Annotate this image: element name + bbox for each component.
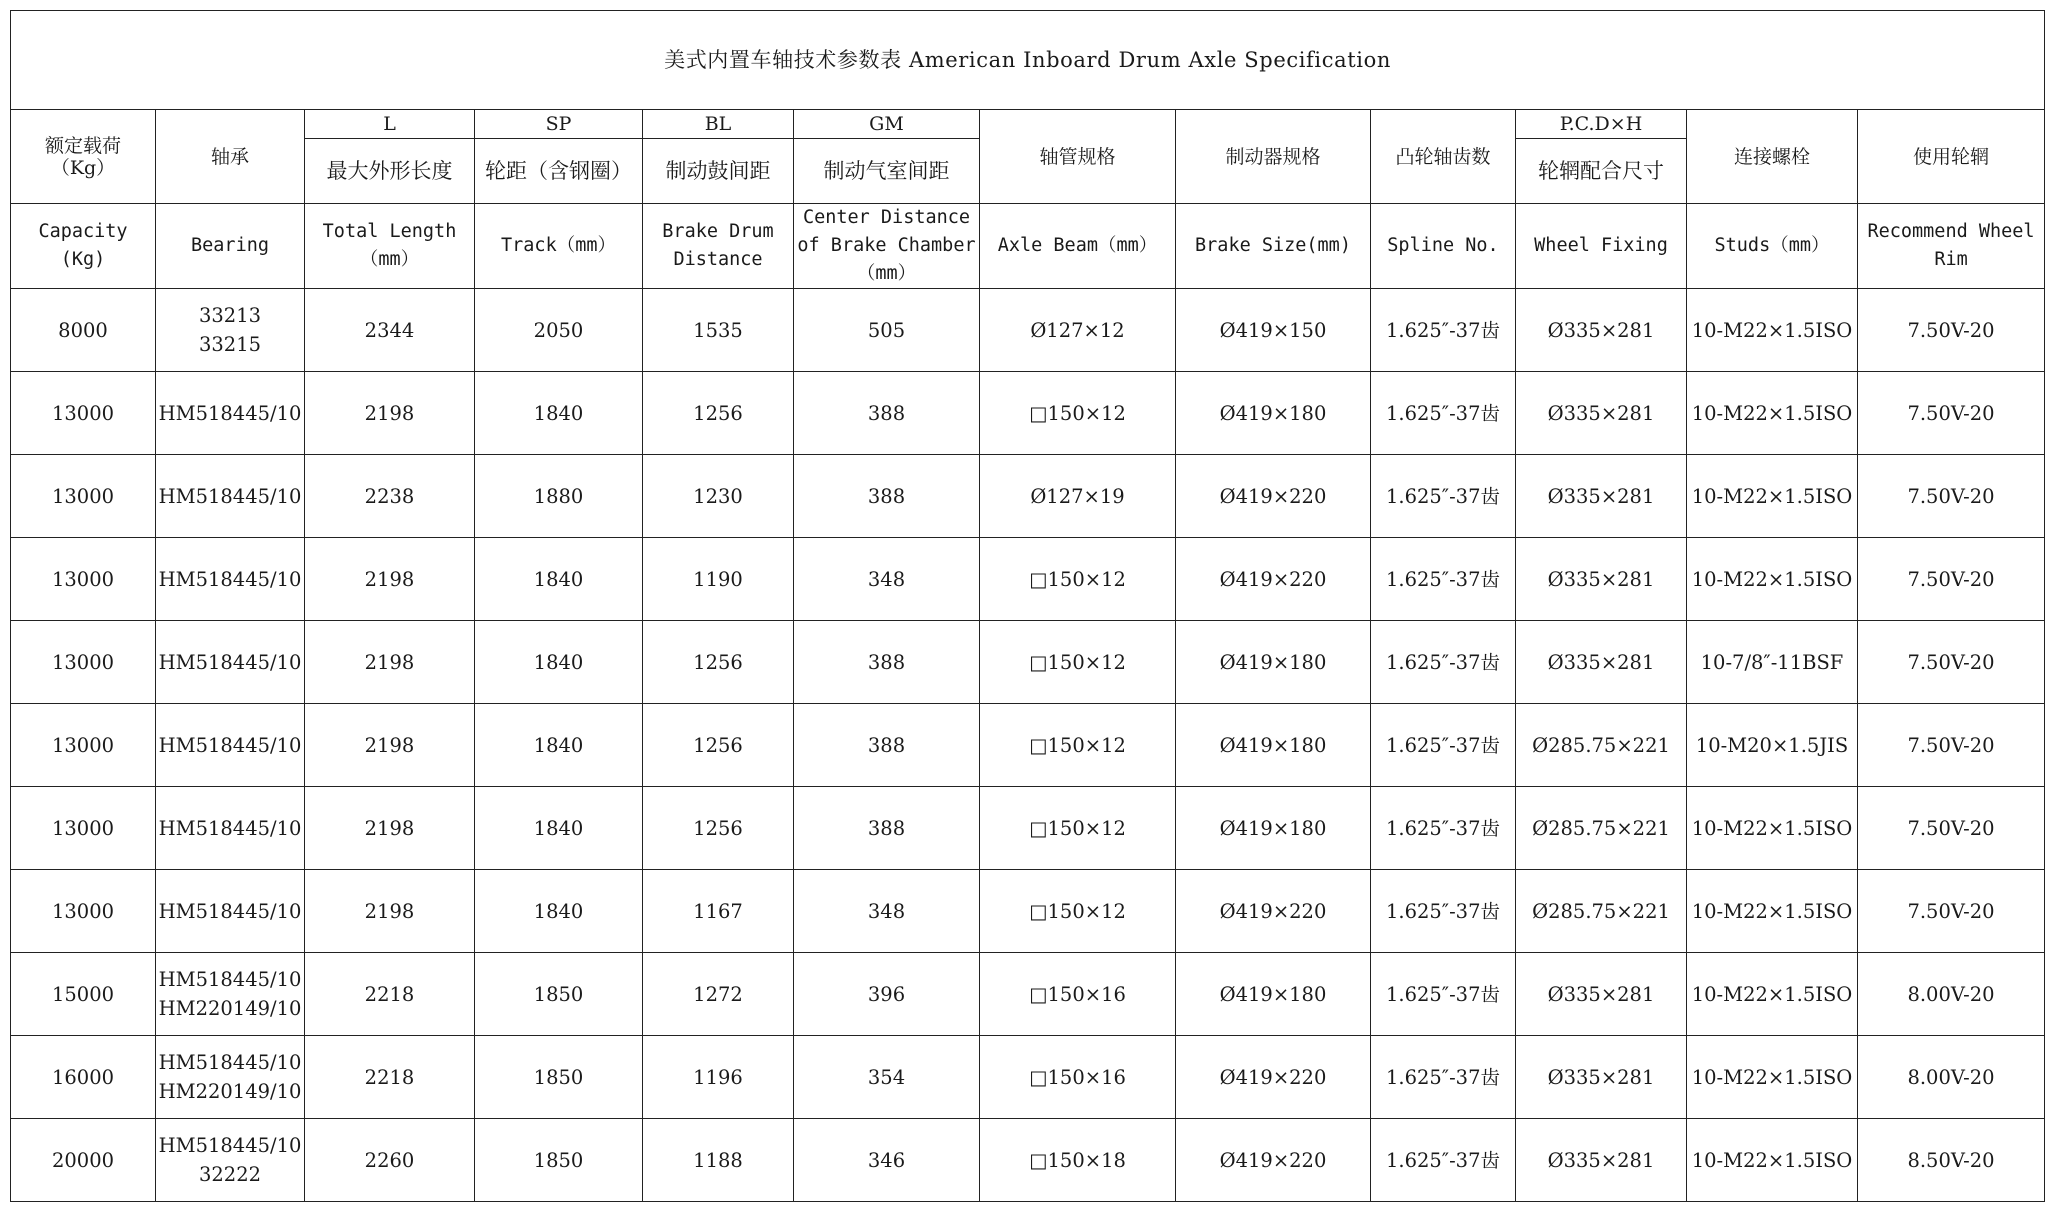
studs-cell: 10-M22×1.5ISO: [1687, 953, 1858, 1036]
bearing-cn-header: 轴承: [156, 110, 305, 204]
spline-no-cell: 1.625″-37齿: [1371, 621, 1516, 704]
brake-drum-distance-cell: 1230: [643, 455, 794, 538]
track-cell: 1840: [475, 372, 643, 455]
table-row: [11, 870, 2045, 953]
chamber-distance-cell: 396: [794, 953, 980, 1036]
chamber-distance-cell: 354: [794, 1036, 980, 1119]
track-cell: 1840: [475, 704, 643, 787]
capacity-cell: 13000: [11, 621, 156, 704]
capacity-cell: 15000: [11, 953, 156, 1036]
wheel-rim-cell: 7.50V-20: [1858, 289, 2045, 372]
capacity-en-header: Capacity (Kg): [11, 204, 156, 289]
brake-size-cell: Ø419×220: [1176, 1119, 1371, 1202]
bearing-cell: HM518445/10: [156, 704, 305, 787]
brake-drum-distance-cell: 1196: [643, 1036, 794, 1119]
rim-en-header: Recommend Wheel Rim: [1858, 204, 2045, 289]
capacity-cell: 13000: [11, 538, 156, 621]
brake-drum-distance-cell: 1272: [643, 953, 794, 1036]
studs-cell: 10-M22×1.5ISO: [1687, 1119, 1858, 1202]
wheel-rim-cell: 7.50V-20: [1858, 787, 2045, 870]
spline-no-cell: 1.625″-37齿: [1371, 870, 1516, 953]
spline-no-cell: 1.625″-37齿: [1371, 704, 1516, 787]
capacity-cell: 13000: [11, 787, 156, 870]
chamber-distance-cell: 348: [794, 538, 980, 621]
table-row: [11, 455, 2045, 538]
capacity-cell: 13000: [11, 372, 156, 455]
chamber-distance-cell: 388: [794, 455, 980, 538]
track-cell: 1840: [475, 787, 643, 870]
chamber-distance-cell: 388: [794, 787, 980, 870]
wheel-fixing-cell: Ø285.75×221: [1516, 870, 1687, 953]
spline-no-cell: 1.625″-37齿: [1371, 372, 1516, 455]
table-row: [11, 289, 2045, 372]
spline-no-cell: 1.625″-37齿: [1371, 787, 1516, 870]
studs-en-header: Studs（mm）: [1687, 204, 1858, 289]
capacity-cell: 13000: [11, 455, 156, 538]
drum-code: BL: [643, 110, 794, 139]
capacity-cell: 8000: [11, 289, 156, 372]
spline-cn-header: 凸轮轴齿数: [1371, 110, 1516, 204]
wheel-rim-cell: 7.50V-20: [1858, 538, 2045, 621]
capacity-cn-header: 额定载荷 （Kg）: [11, 110, 156, 204]
spline-no-cell: 1.625″-37齿: [1371, 455, 1516, 538]
axle-beam-cell: □150×12: [980, 704, 1176, 787]
axle-beam-cell: □150×12: [980, 538, 1176, 621]
brake-size-cell: Ø419×180: [1176, 621, 1371, 704]
wheel-fixing-cell: Ø335×281: [1516, 621, 1687, 704]
capacity-cell: 13000: [11, 704, 156, 787]
total-length-cell: 2198: [305, 870, 475, 953]
brake-drum-distance-cell: 1535: [643, 289, 794, 372]
bearing-cell: HM518445/10 32222: [156, 1119, 305, 1202]
brake-cn-header: 制动器规格: [1176, 110, 1371, 204]
wheel-fixing-cell: Ø335×281: [1516, 1119, 1687, 1202]
track-code: SP: [475, 110, 643, 139]
table-row: [11, 953, 2045, 1036]
track-cell: 1850: [475, 953, 643, 1036]
table-row: [11, 372, 2045, 455]
track-cell: 1850: [475, 1036, 643, 1119]
bearing-cell: HM518445/10: [156, 870, 305, 953]
track-cell: 1840: [475, 621, 643, 704]
axle-beam-cell: □150×12: [980, 372, 1176, 455]
wheel-rim-cell: 7.50V-20: [1858, 372, 2045, 455]
spline-no-cell: 1.625″-37齿: [1371, 1119, 1516, 1202]
chamber-distance-cell: 388: [794, 372, 980, 455]
brake-en-header: Brake Size(mm): [1176, 204, 1371, 289]
studs-cell: 10-M20×1.5JIS: [1687, 704, 1858, 787]
axle-beam-cell: □150×18: [980, 1119, 1176, 1202]
brake-drum-distance-cell: 1256: [643, 372, 794, 455]
chamber-en-header: Center Distance of Brake Chamber （mm）: [794, 204, 980, 289]
axle-beam-cell: □150×12: [980, 870, 1176, 953]
brake-size-cell: Ø419×180: [1176, 372, 1371, 455]
table-row: [11, 538, 2045, 621]
length-cn-header: 最大外形长度: [305, 139, 475, 204]
brake-drum-distance-cell: 1188: [643, 1119, 794, 1202]
axle-cn-header: 轴管规格: [980, 110, 1176, 204]
total-length-cell: 2344: [305, 289, 475, 372]
total-length-cell: 2238: [305, 455, 475, 538]
length-code: L: [305, 110, 475, 139]
brake-size-cell: Ø419×220: [1176, 455, 1371, 538]
spline-en-header: Spline No.: [1371, 204, 1516, 289]
drum-cn-header: 制动鼓间距: [643, 139, 794, 204]
wheel-fixing-cell: Ø335×281: [1516, 372, 1687, 455]
brake-drum-distance-cell: 1256: [643, 787, 794, 870]
total-length-cell: 2198: [305, 787, 475, 870]
wheel-rim-cell: 8.50V-20: [1858, 1119, 2045, 1202]
bearing-cell: HM518445/10: [156, 538, 305, 621]
bearing-cell: HM518445/10: [156, 787, 305, 870]
total-length-cell: 2198: [305, 538, 475, 621]
wheel-rim-cell: 7.50V-20: [1858, 870, 2045, 953]
axle-beam-cell: □150×12: [980, 787, 1176, 870]
fixing-code: P.C.D×H: [1516, 110, 1687, 139]
brake-size-cell: Ø419×220: [1176, 538, 1371, 621]
wheel-fixing-cell: Ø285.75×221: [1516, 704, 1687, 787]
wheel-fixing-cell: Ø335×281: [1516, 953, 1687, 1036]
wheel-fixing-cell: Ø335×281: [1516, 1036, 1687, 1119]
track-en-header: Track（mm）: [475, 204, 643, 289]
total-length-cell: 2260: [305, 1119, 475, 1202]
axle-en-header: Axle Beam（mm）: [980, 204, 1176, 289]
brake-size-cell: Ø419×180: [1176, 953, 1371, 1036]
brake-drum-distance-cell: 1190: [643, 538, 794, 621]
table-row: [11, 787, 2045, 870]
brake-drum-distance-cell: 1256: [643, 704, 794, 787]
spline-no-cell: 1.625″-37齿: [1371, 289, 1516, 372]
bearing-cell: HM518445/10 HM220149/10: [156, 1036, 305, 1119]
brake-size-cell: Ø419×220: [1176, 870, 1371, 953]
axle-spec-table: [10, 10, 2045, 1202]
chamber-distance-cell: 505: [794, 289, 980, 372]
capacity-cell: 20000: [11, 1119, 156, 1202]
track-cn-header: 轮距（含钢圈）: [475, 139, 643, 204]
wheel-fixing-cell: Ø335×281: [1516, 289, 1687, 372]
total-length-cell: 2198: [305, 372, 475, 455]
table-row: [11, 1036, 2045, 1119]
wheel-fixing-cell: Ø285.75×221: [1516, 787, 1687, 870]
bearing-cell: HM518445/10: [156, 621, 305, 704]
length-en-header: Total Length （mm）: [305, 204, 475, 289]
wheel-rim-cell: 7.50V-20: [1858, 621, 2045, 704]
total-length-cell: 2198: [305, 704, 475, 787]
capacity-cell: 13000: [11, 870, 156, 953]
wheel-rim-cell: 7.50V-20: [1858, 455, 2045, 538]
table-row: [11, 1119, 2045, 1202]
rim-cn-header: 使用轮辋: [1858, 110, 2045, 204]
chamber-distance-cell: 348: [794, 870, 980, 953]
table-title: 美式内置车轴技术参数表 American Inboard Drum Axle Specification: [11, 11, 2045, 110]
chamber-distance-cell: 388: [794, 621, 980, 704]
studs-cell: 10-M22×1.5ISO: [1687, 538, 1858, 621]
axle-beam-cell: Ø127×12: [980, 289, 1176, 372]
capacity-cell: 16000: [11, 1036, 156, 1119]
track-cell: 2050: [475, 289, 643, 372]
chamber-code: GM: [794, 110, 980, 139]
wheel-rim-cell: 8.00V-20: [1858, 953, 2045, 1036]
brake-drum-distance-cell: 1256: [643, 621, 794, 704]
brake-size-cell: Ø419×180: [1176, 787, 1371, 870]
wheel-rim-cell: 7.50V-20: [1858, 704, 2045, 787]
bearing-cell: 33213 33215: [156, 289, 305, 372]
axle-beam-cell: □150×16: [980, 1036, 1176, 1119]
spline-no-cell: 1.625″-37齿: [1371, 1036, 1516, 1119]
studs-cell: 10-M22×1.5ISO: [1687, 372, 1858, 455]
wheel-fixing-cell: Ø335×281: [1516, 538, 1687, 621]
studs-cell: 10-7/8″-11BSF: [1687, 621, 1858, 704]
total-length-cell: 2198: [305, 621, 475, 704]
brake-drum-distance-cell: 1167: [643, 870, 794, 953]
wheel-rim-cell: 8.00V-20: [1858, 1036, 2045, 1119]
track-cell: 1840: [475, 538, 643, 621]
bearing-cell: HM518445/10 HM220149/10: [156, 953, 305, 1036]
total-length-cell: 2218: [305, 953, 475, 1036]
brake-size-cell: Ø419×180: [1176, 704, 1371, 787]
chamber-cn-header: 制动气室间距: [794, 139, 980, 204]
drum-en-header: Brake Drum Distance: [643, 204, 794, 289]
total-length-cell: 2218: [305, 1036, 475, 1119]
studs-cell: 10-M22×1.5ISO: [1687, 870, 1858, 953]
studs-cell: 10-M22×1.5ISO: [1687, 787, 1858, 870]
bearing-cell: HM518445/10: [156, 455, 305, 538]
axle-beam-cell: □150×16: [980, 953, 1176, 1036]
bearing-cell: HM518445/10: [156, 372, 305, 455]
brake-size-cell: Ø419×220: [1176, 1036, 1371, 1119]
table-row: [11, 704, 2045, 787]
bearing-en-header: Bearing: [156, 204, 305, 289]
spline-no-cell: 1.625″-37齿: [1371, 953, 1516, 1036]
track-cell: 1880: [475, 455, 643, 538]
studs-cell: 10-M22×1.5ISO: [1687, 289, 1858, 372]
track-cell: 1850: [475, 1119, 643, 1202]
chamber-distance-cell: 388: [794, 704, 980, 787]
studs-cn-header: 连接螺栓: [1687, 110, 1858, 204]
brake-size-cell: Ø419×150: [1176, 289, 1371, 372]
spline-no-cell: 1.625″-37齿: [1371, 538, 1516, 621]
track-cell: 1840: [475, 870, 643, 953]
studs-cell: 10-M22×1.5ISO: [1687, 1036, 1858, 1119]
axle-beam-cell: □150×12: [980, 621, 1176, 704]
table-row: [11, 621, 2045, 704]
wheel-fixing-cell: Ø335×281: [1516, 455, 1687, 538]
chamber-distance-cell: 346: [794, 1119, 980, 1202]
axle-beam-cell: Ø127×19: [980, 455, 1176, 538]
fixing-cn-header: 轮辋配合尺寸: [1516, 139, 1687, 204]
studs-cell: 10-M22×1.5ISO: [1687, 455, 1858, 538]
fixing-en-header: Wheel Fixing: [1516, 204, 1687, 289]
